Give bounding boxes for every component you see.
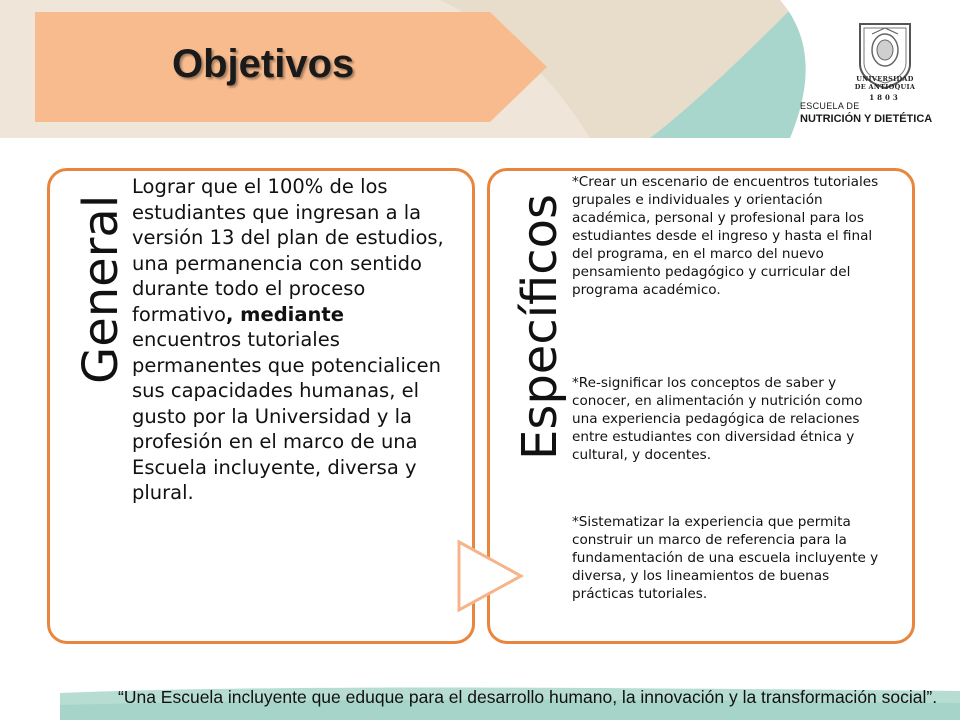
- specific-objective-3: *Sistematizar la experiencia que permita construir un marco de referencia para la fundamentación de una escuela incluyente y diversa, y los lineamientos de buenas prácticas tutoriales.: [572, 514, 879, 602]
- school-name-line2: NUTRICIÓN Y DIETÉTICA: [800, 113, 933, 125]
- logo-university-line2: DE ANTIOQUIA: [854, 83, 916, 91]
- general-text-bold: , mediante: [225, 302, 344, 326]
- specific-objective-1: *Crear un escenario de encuentros tutoriales grupales e individuales y orientación académica, personal y profesional para los estudiantes desde el ingreso y hasta el final del programa, en el marco del nuevo pensamiento pedagógico y curricular del programa académico.: [572, 174, 879, 298]
- general-label: General: [73, 194, 129, 384]
- especificos-label: Específicos: [512, 193, 568, 460]
- specific-objective-2: *Re-significar los conceptos de saber y conocer, en alimentación y nutrición como una experiencia pedagógica de relaciones entre estudiantes con diversidad étnica y cultural, y docentes.: [572, 375, 863, 463]
- connector-arrow-icon: [455, 538, 525, 614]
- general-text-part2: encuentros tutoriales permanentes que potencialicen sus capacidades humanas, el gusto por la Universidad y la profesión en el marco de una Escuela incluyente, diversa y plural.: [132, 328, 441, 504]
- footer-quote: “Una Escuela incluyente que eduque para el desarrollo humano, la innovación y la transformación social”.: [118, 687, 938, 707]
- slide-title: Objetivos: [172, 42, 355, 86]
- logo-university-line1: UNIVERSIDAD: [856, 75, 914, 83]
- general-text-part1: Lograr que el 100% de los estudiantes que ingresan a la versión 13 del plan de estudios, una permanencia con sentido durante todo el proceso formativo: [132, 175, 444, 326]
- school-name-line1: ESCUELA DE: [800, 101, 860, 111]
- logo-year: 1803: [869, 93, 901, 102]
- general-objective-text: [132, 174, 454, 506]
